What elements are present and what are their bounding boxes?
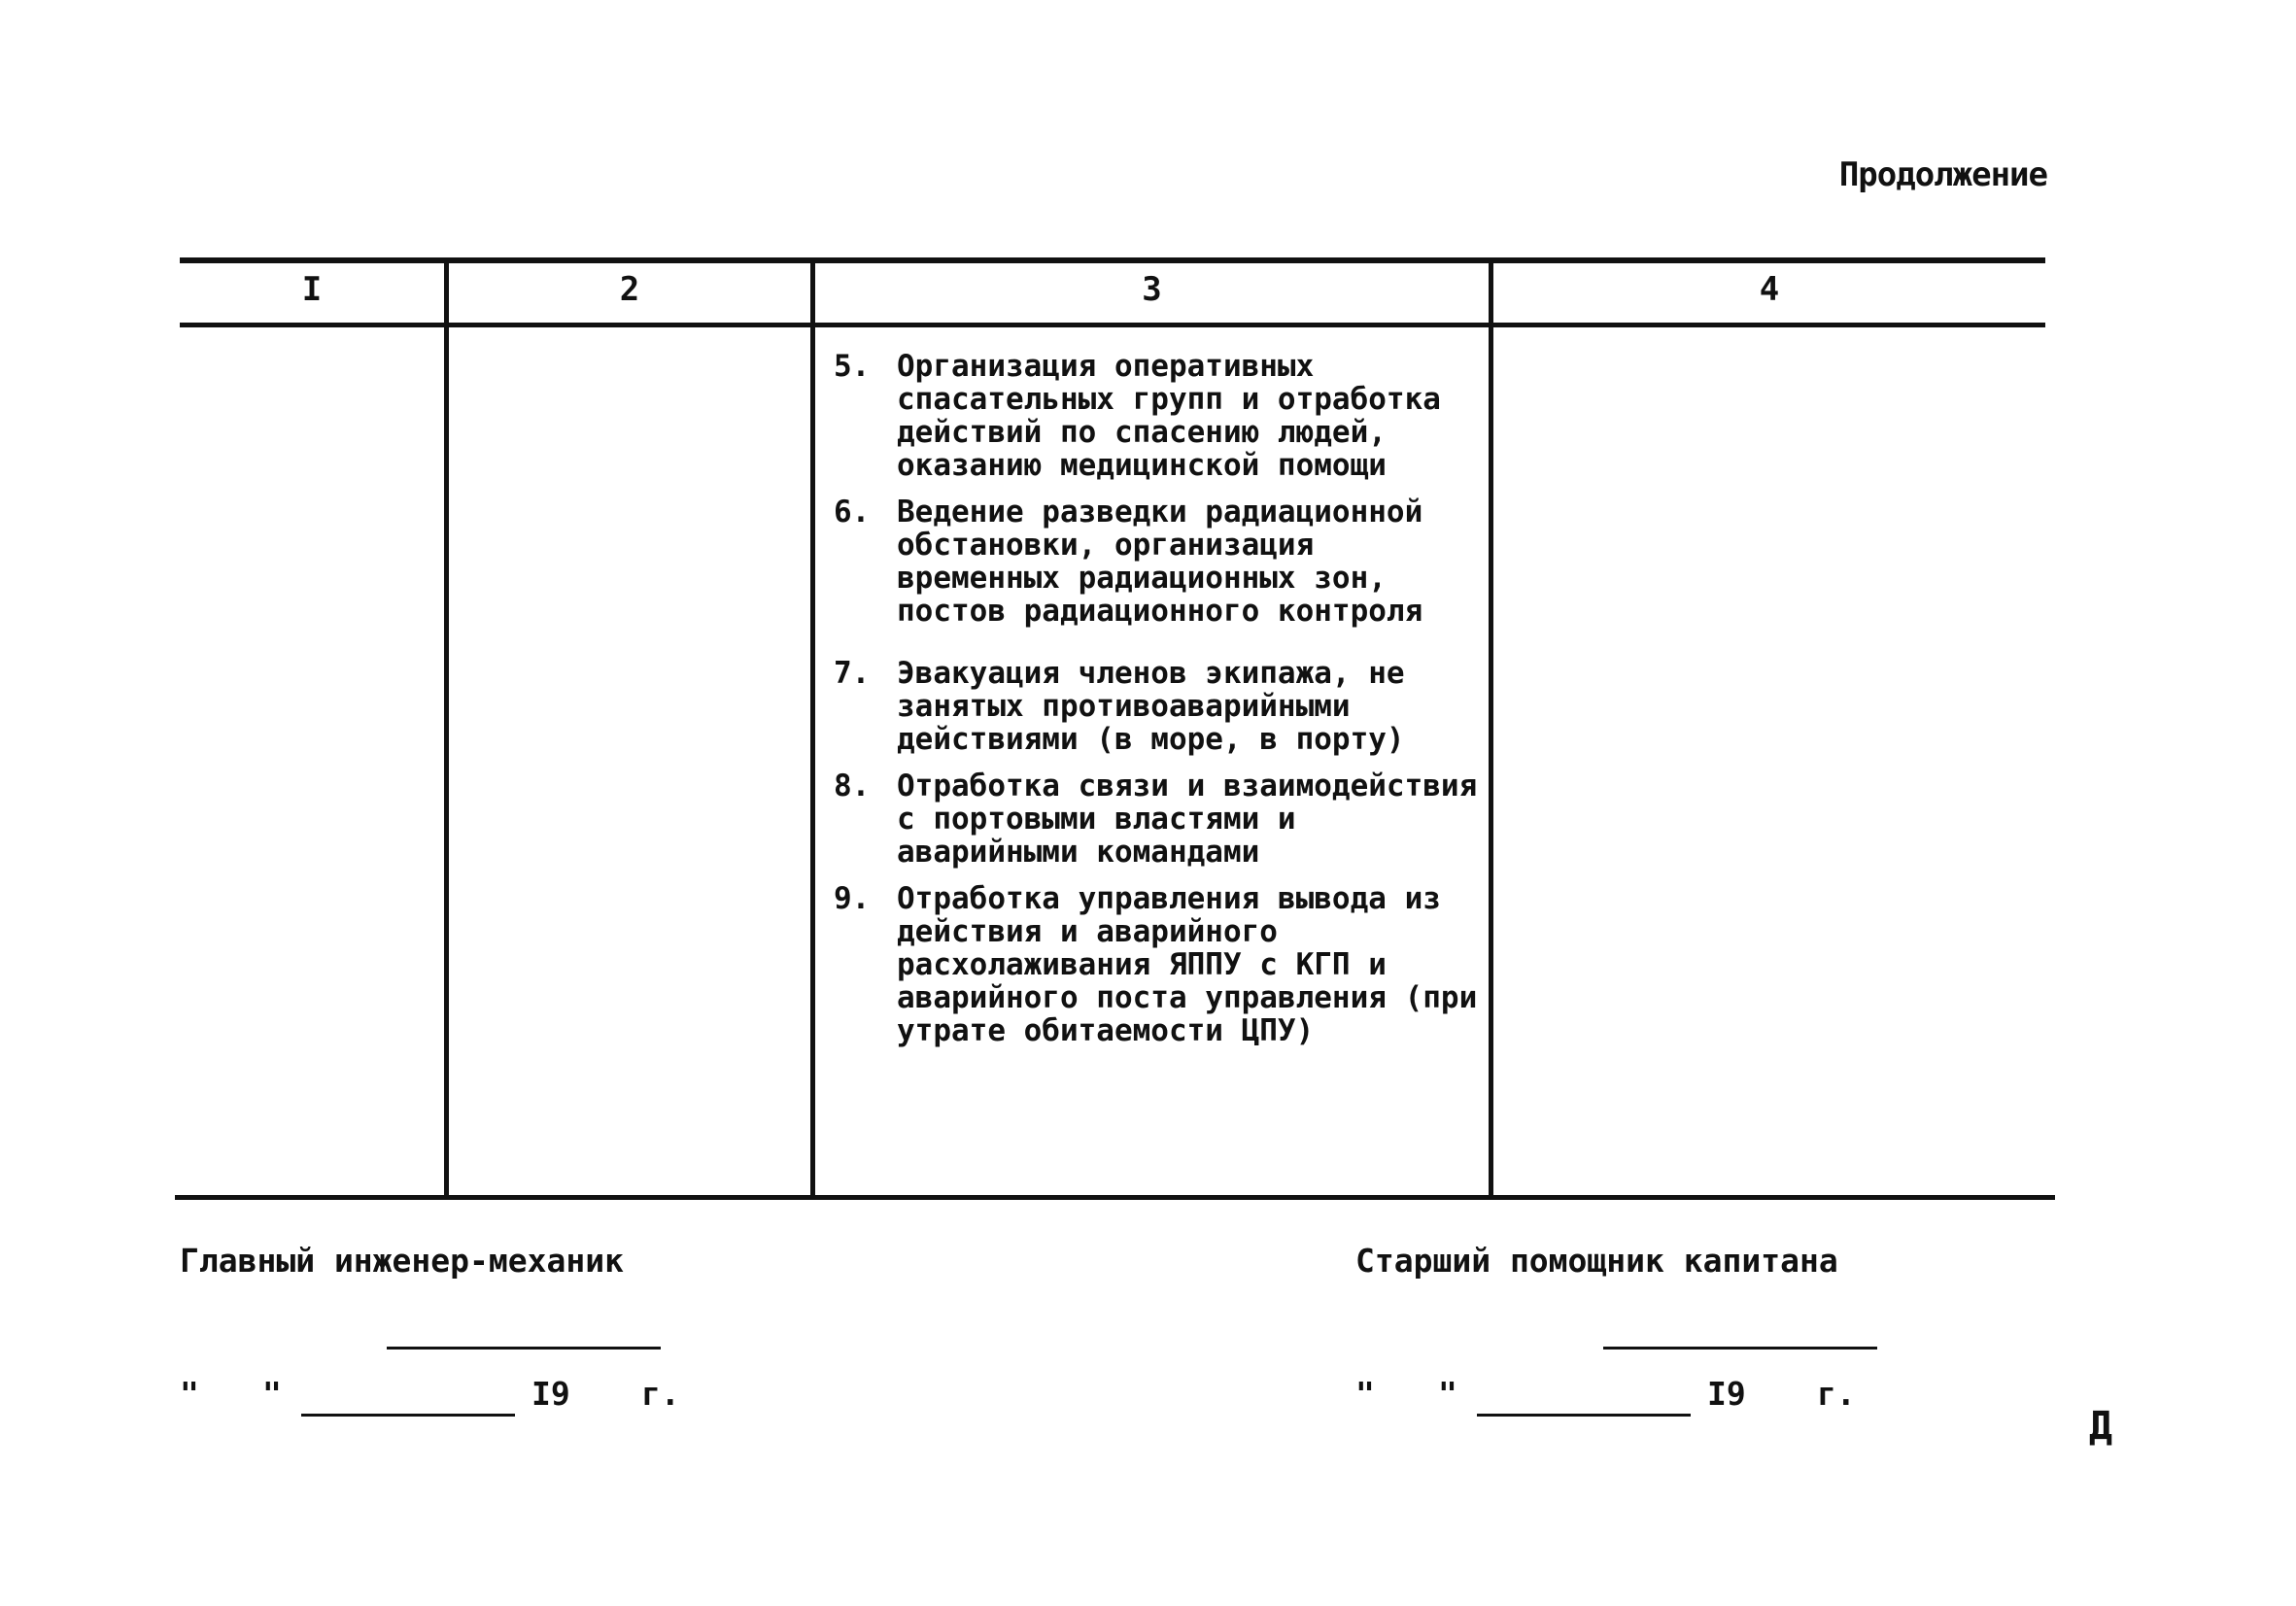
column-divider	[1489, 257, 1493, 1200]
table-header-rule	[180, 323, 2045, 327]
year-prefix: I9	[531, 1375, 570, 1413]
item-number: 8.	[834, 769, 871, 803]
year-prefix: I9	[1707, 1375, 1746, 1413]
signature-line-left	[387, 1347, 661, 1350]
item-number: 5.	[834, 349, 871, 384]
item-text: Организация оперативных спасательных групп и отработка действий по спасению людей, оказанию медицинской помощи	[897, 349, 1441, 483]
item-number: 7.	[834, 656, 871, 691]
column-divider	[444, 257, 449, 1200]
item-number: 6.	[834, 495, 871, 530]
list-item	[834, 882, 1487, 1047]
month-line	[301, 1414, 515, 1417]
quote-open: "	[180, 1375, 199, 1413]
column-divider	[810, 257, 815, 1200]
year-suffix: г.	[1817, 1375, 1856, 1413]
quote-open: "	[1355, 1375, 1375, 1413]
table-bottom-rule	[175, 1195, 2055, 1200]
item-text: Отработка связи и взаимодействия с портовыми властями и аварийными командами	[897, 769, 1478, 870]
quote-close: "	[1438, 1375, 1457, 1413]
page-mark: Д	[2089, 1404, 2113, 1449]
signatory-chief-engineer: Главный инженер-механик	[180, 1242, 624, 1280]
list-item	[834, 495, 1487, 628]
item-text: Эвакуация членов экипажа, не занятых противоаварийными действиями (в море, в порту)	[897, 656, 1405, 757]
item-number: 9.	[834, 881, 871, 916]
list-item	[834, 350, 1487, 482]
column-header-1: I	[301, 270, 323, 309]
continuation-label: Продолжение	[1838, 155, 2047, 194]
table-top-rule	[180, 257, 2045, 263]
list-item	[834, 769, 1487, 869]
column-header-4: 4	[1759, 270, 1780, 309]
item-text: Отработка управления вывода из действия и аварийного расхолаживания ЯППУ с КГП и аварийного поста управления (при утрате обитаемости ЦПУ)	[897, 881, 1478, 1048]
quote-close: "	[262, 1375, 282, 1413]
month-line	[1477, 1414, 1691, 1417]
year-suffix: г.	[641, 1375, 680, 1413]
measures-list	[834, 350, 1487, 1061]
column-header-2: 2	[619, 270, 640, 309]
signature-line-right	[1603, 1347, 1877, 1350]
column-header-3: 3	[1142, 270, 1162, 309]
item-text: Ведение разведки радиационной обстановки, организация временных радиационных зон, постов радиационного контроля	[897, 495, 1423, 629]
signatory-chief-mate: Старший помощник капитана	[1355, 1242, 1838, 1280]
list-item	[834, 657, 1487, 756]
